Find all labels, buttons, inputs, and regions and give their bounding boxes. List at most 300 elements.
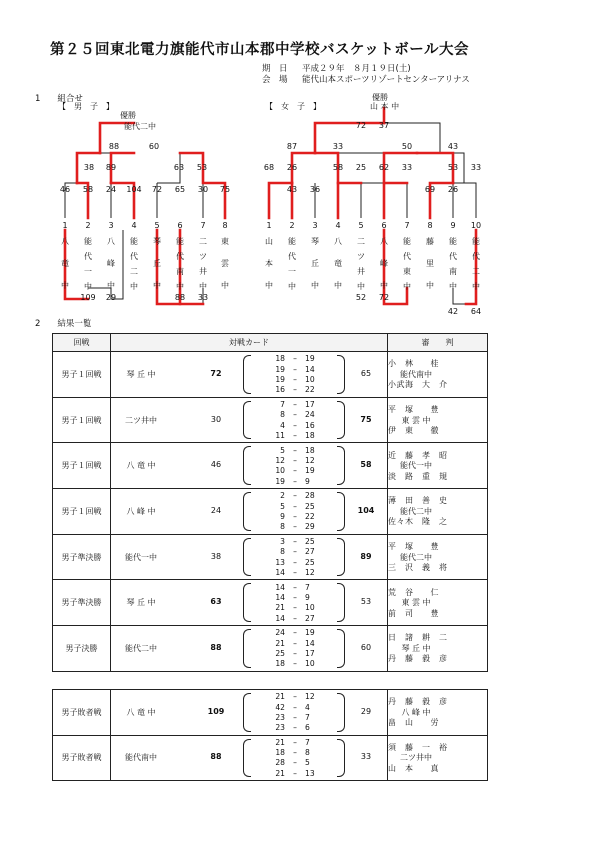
quarter-score-2: 25	[305, 557, 315, 567]
header-referee: 審 判	[388, 334, 488, 352]
quarter-score-1: 14	[275, 593, 285, 603]
quarter-score-1: 5	[280, 501, 285, 511]
girls-r1-score: 36	[309, 185, 321, 194]
team1-name: 琴 丘 中	[126, 369, 156, 379]
dash: –	[293, 364, 297, 374]
quarter-score-2: 16	[305, 420, 315, 430]
team2-score: 104	[357, 505, 375, 515]
team1-name: 八 竜 中	[126, 707, 156, 717]
round-cell: 男子１回戦	[53, 352, 111, 398]
quarter-score-2: 22	[305, 385, 315, 395]
team1-score: 38	[210, 551, 222, 561]
parenthesis-bracket	[337, 401, 345, 440]
quarter-score-2: 8	[305, 748, 310, 758]
girls-final-score: 37	[378, 121, 390, 130]
quarter-score-2: 24	[305, 410, 315, 420]
girls-team-number: 3	[312, 221, 318, 230]
team1-name: 能代二中	[125, 643, 157, 653]
girls-semi-score: 33	[332, 142, 344, 151]
team2-name: 能代一中	[400, 461, 432, 471]
quarter-score-2: 14	[305, 638, 315, 648]
quarter-score-1: 10	[275, 466, 285, 476]
team-name-char: 中	[288, 282, 296, 291]
round-cell: 男子準決勝	[53, 580, 111, 626]
quarter-score-row	[253, 354, 338, 364]
parenthesis-bracket	[243, 629, 251, 668]
quarter-score-row	[253, 583, 338, 593]
quarter-score-2: 10	[305, 603, 315, 613]
quarter-score-row	[253, 593, 338, 603]
team2-score: 53	[360, 597, 372, 607]
team2-score: 60	[360, 642, 372, 652]
boys-team-number: 7	[200, 221, 206, 230]
quarter-score-1: 12	[275, 456, 285, 466]
quarter-score-row	[253, 491, 338, 501]
boys-r1-score: 30	[197, 185, 209, 194]
team2-name: 能代二中	[400, 552, 432, 562]
girls-qf-score: 33	[401, 163, 413, 172]
team-name-char: 中	[84, 282, 92, 291]
referee-name: 佐々木 隆 之	[388, 517, 448, 527]
quarter-score-2: 9	[305, 476, 310, 486]
quarter-score-row	[253, 537, 338, 547]
header-card: 対戦カード	[111, 334, 388, 352]
quarter-score-row	[253, 385, 338, 395]
quarter-score-row	[253, 614, 338, 624]
girls-qf-score: 33	[470, 163, 482, 172]
parenthesis-bracket	[337, 693, 345, 732]
dash: –	[293, 613, 297, 623]
quarter-score-row	[253, 692, 338, 702]
team-name-char: 代	[176, 252, 184, 261]
team-name-char: 二	[472, 267, 480, 276]
team1-name: 琴 丘 中	[126, 598, 156, 608]
boys-team-name	[173, 236, 187, 296]
quarter-score-2: 14	[305, 364, 315, 374]
quarter-scores	[253, 738, 338, 779]
quarter-score-2: 10	[305, 659, 315, 669]
quarter-score-2: 6	[305, 723, 310, 733]
team-name-char: 代	[288, 252, 296, 261]
parenthesis-bracket	[337, 538, 345, 577]
girls-cons-score: 64	[470, 307, 482, 316]
team-name-char: 代	[403, 252, 411, 261]
quarter-score-row	[253, 748, 338, 758]
quarter-score-row	[253, 365, 338, 375]
quarter-score-row	[253, 568, 338, 578]
quarter-score-1: 14	[275, 582, 285, 592]
team-name-char: 井	[357, 267, 365, 276]
quarter-score-2: 28	[305, 491, 315, 501]
quarter-score-1: 13	[275, 557, 285, 567]
team1-name: 八 峰 中	[126, 506, 156, 516]
round-cell: 男子１回戦	[53, 489, 111, 535]
quarter-score-1: 28	[275, 758, 285, 768]
quarter-score-row	[253, 713, 338, 723]
quarter-score-2: 10	[305, 374, 315, 384]
quarter-score-row	[253, 410, 338, 420]
quarter-score-row	[253, 431, 338, 441]
girls-champion: 山 本 中	[370, 102, 400, 111]
team-name-char: 井	[199, 267, 207, 276]
quarter-score-row	[253, 456, 338, 466]
boys-cons-score: 33	[197, 293, 209, 302]
team2-name: 琴 丘 中	[401, 643, 431, 653]
dash: –	[293, 410, 297, 420]
team-name-char: 代	[472, 252, 480, 261]
girls-team-number: 9	[450, 221, 456, 230]
boys-team-name	[81, 236, 95, 296]
quarter-score-row	[253, 466, 338, 476]
quarter-score-2: 7	[305, 737, 310, 747]
parenthesis-bracket	[243, 538, 251, 577]
result-row	[53, 735, 488, 781]
referee-name: 平 塚 豊	[388, 405, 439, 415]
girls-team-number: 6	[381, 221, 387, 230]
girls-team-name	[354, 236, 368, 296]
team-name-char: 丘	[311, 259, 319, 268]
dash: –	[293, 748, 297, 758]
quarter-score-row	[253, 547, 338, 557]
quarter-score-2: 17	[305, 400, 315, 410]
boys-r1-score: 58	[82, 185, 94, 194]
result-row	[53, 626, 488, 672]
team-name-char: 里	[426, 259, 434, 268]
team2-score: 89	[360, 551, 372, 561]
girls-qf-score: 68	[263, 163, 275, 172]
boys-label: 【 男 子 】	[58, 102, 114, 111]
parenthesis-bracket	[337, 446, 345, 485]
parenthesis-bracket	[243, 492, 251, 531]
quarter-score-2: 12	[305, 692, 315, 702]
team-name-char: 能	[288, 237, 296, 246]
quarter-score-1: 8	[280, 522, 285, 532]
boys-semi-score: 38	[83, 163, 95, 172]
boys-team-name	[127, 236, 141, 296]
dash: –	[293, 385, 297, 395]
team1-score: 109	[207, 706, 225, 716]
team1-name: 八 竜 中	[126, 461, 156, 471]
team-name-char: 琴	[311, 237, 319, 246]
team-name-char: ツ	[199, 252, 207, 261]
team-name-char: 八	[61, 237, 69, 246]
referee-name: 小武海 大 介	[388, 380, 448, 390]
team-name-char: 中	[403, 282, 411, 291]
boys-cons-score: 109	[80, 293, 96, 302]
quarter-score-1: 42	[275, 702, 285, 712]
quarter-score-1: 3	[280, 537, 285, 547]
quarter-score-row	[253, 703, 338, 713]
girls-cons-score: 42	[447, 307, 459, 316]
result-row	[53, 489, 488, 535]
quarter-score-1: 19	[275, 476, 285, 486]
boys-r1-score: 75	[219, 185, 231, 194]
dash: –	[293, 692, 297, 702]
team1-score: 88	[210, 752, 222, 762]
dash: –	[293, 557, 297, 567]
team-name-char: 二	[199, 237, 207, 246]
quarter-score-2: 17	[305, 649, 315, 659]
girls-semi-score: 43	[447, 142, 459, 151]
quarter-score-row	[253, 639, 338, 649]
quarter-score-2: 19	[305, 628, 315, 638]
girls-team-number: 10	[470, 221, 482, 230]
date-label: 期 日	[262, 64, 288, 74]
quarter-score-row	[253, 446, 338, 456]
quarter-score-1: 18	[275, 748, 285, 758]
results-table	[52, 333, 488, 672]
quarter-scores	[253, 400, 338, 441]
team-name-char: 中	[130, 282, 138, 291]
quarter-score-2: 12	[305, 456, 315, 466]
girls-semi-score: 50	[401, 142, 413, 151]
girls-r1-score: 69	[424, 185, 436, 194]
boys-semi-score: 53	[196, 163, 208, 172]
parenthesis-bracket	[243, 401, 251, 440]
quarter-scores	[253, 692, 338, 733]
dash: –	[293, 420, 297, 430]
boys-r1-score: 104	[126, 185, 142, 194]
boys-team-name	[196, 236, 210, 296]
quarter-score-2: 13	[305, 768, 315, 778]
girls-team-number: 7	[404, 221, 410, 230]
parenthesis-bracket	[243, 693, 251, 732]
team-name-char: 中	[472, 282, 480, 291]
dash: –	[293, 582, 297, 592]
result-row	[53, 580, 488, 626]
team-name-char: 東	[221, 237, 229, 246]
quarter-score-row	[253, 558, 338, 568]
boys-r1-score: 72	[151, 185, 163, 194]
team-name-char: 二	[357, 237, 365, 246]
dash: –	[293, 723, 297, 733]
parenthesis-bracket	[337, 355, 345, 394]
section-bracket-heading: 1 組合せ	[35, 94, 83, 104]
quarter-score-2: 5	[305, 758, 310, 768]
girls-cons-score: 52	[355, 293, 367, 302]
team-name-char: 代	[449, 252, 457, 261]
team2-name: 八 峰 中	[401, 707, 431, 717]
girls-final-score: 72	[355, 121, 367, 130]
team2-name: 能代南中	[400, 369, 432, 379]
quarter-score-1: 2	[280, 491, 285, 501]
quarter-score-1: 19	[275, 374, 285, 384]
referee-name: 小 林 桂	[388, 359, 439, 369]
round-cell: 男子１回戦	[53, 443, 111, 489]
team2-score: 29	[360, 706, 372, 716]
quarter-score-1: 14	[275, 613, 285, 623]
team-name-char: 中	[199, 282, 207, 291]
team-name-char: 中	[153, 281, 161, 290]
result-row	[53, 534, 488, 580]
quarter-score-1: 21	[275, 737, 285, 747]
team1-name: 能代南中	[125, 753, 157, 763]
dash: –	[293, 374, 297, 384]
team-name-char: 東	[403, 267, 411, 276]
quarter-score-2: 12	[305, 567, 315, 577]
girls-qf-score: 62	[378, 163, 390, 172]
team1-score: 72	[210, 368, 222, 378]
team2-score: 33	[360, 752, 372, 762]
team-name-char: 八	[380, 237, 388, 246]
quarter-score-row	[253, 738, 338, 748]
quarter-score-2: 7	[305, 582, 310, 592]
quarter-score-1: 24	[275, 628, 285, 638]
boys-team-number: 2	[85, 221, 91, 230]
result-row	[53, 352, 488, 398]
parenthesis-bracket	[243, 739, 251, 778]
boys-champion: 能代二中	[124, 122, 156, 131]
quarter-score-2: 27	[305, 613, 315, 623]
team2-score: 65	[360, 368, 372, 378]
venue-label: 会 場	[262, 75, 288, 85]
girls-semi-score: 87	[286, 142, 298, 151]
girls-qf-score: 26	[286, 163, 298, 172]
team1-name: 能代一中	[125, 552, 157, 562]
dash: –	[293, 491, 297, 501]
boys-team-name	[58, 236, 72, 302]
parenthesis-bracket	[243, 583, 251, 622]
dash: –	[293, 537, 297, 547]
quarter-score-2: 18	[305, 445, 315, 455]
boys-team-number: 4	[131, 221, 137, 230]
round-cell: 男子敗者戦	[53, 690, 111, 736]
referee-name: 丹 藤 毅 彦	[388, 697, 448, 707]
referee-name: 淡 路 重 規	[388, 471, 448, 481]
team-name-char: 中	[265, 281, 273, 290]
round-cell: 男子１回戦	[53, 397, 111, 443]
quarter-score-row	[253, 477, 338, 487]
team-name-char: 能	[176, 237, 184, 246]
quarter-score-row	[253, 659, 338, 669]
dash: –	[293, 603, 297, 613]
referee-name: 山 本 真	[388, 763, 439, 773]
quarter-score-2: 4	[305, 702, 310, 712]
quarter-score-2: 22	[305, 512, 315, 521]
team-name-char: 能	[449, 237, 457, 246]
quarter-score-2: 9	[305, 593, 310, 603]
girls-team-name	[423, 236, 437, 302]
team-name-char: 竜	[61, 259, 69, 268]
girls-champion-label: 優勝	[372, 93, 388, 102]
team-name-char: 八	[107, 237, 115, 246]
quarter-score-2: 19	[305, 466, 315, 476]
girls-team-name	[308, 236, 322, 302]
boys-cons-score: 88	[174, 293, 186, 302]
quarter-score-2: 25	[305, 501, 315, 511]
round-cell: 男子敗者戦	[53, 735, 111, 781]
team-name-char: 雲	[221, 259, 229, 268]
team-name-char: 中	[311, 281, 319, 290]
boys-semi-score: 89	[105, 163, 117, 172]
referee-name: 前 司 豊	[388, 608, 439, 618]
team-name-char: 中	[449, 282, 457, 291]
boys-r1-score: 65	[174, 185, 186, 194]
dash: –	[293, 476, 297, 486]
quarter-score-1: 8	[280, 410, 285, 420]
boys-team-number: 1	[62, 221, 68, 230]
team-name-char: ツ	[357, 252, 365, 261]
team-name-char: 能	[130, 237, 138, 246]
dash: –	[293, 628, 297, 638]
dash: –	[293, 430, 297, 440]
team2-score: 75	[360, 414, 372, 424]
team-name-char: 中	[61, 281, 69, 290]
result-row	[53, 397, 488, 443]
team2-name: 東 雲 中	[401, 415, 431, 425]
girls-r1-score: 43	[286, 185, 298, 194]
girls-team-name	[285, 236, 299, 296]
referee-name: 須 藤 一 裕	[388, 742, 448, 752]
quarter-score-1: 18	[275, 354, 285, 364]
team-name-char: 一	[288, 267, 296, 276]
dash: –	[293, 512, 297, 521]
dash: –	[293, 466, 297, 476]
girls-qf-score: 53	[447, 163, 459, 172]
boys-semi-score: 63	[173, 163, 185, 172]
dash: –	[293, 758, 297, 768]
referee-name: 近 藤 孝 昭	[388, 450, 448, 460]
girls-team-name	[446, 236, 460, 296]
team2-score: 58	[360, 460, 372, 470]
result-row	[53, 443, 488, 489]
quarter-score-2: 29	[305, 522, 315, 532]
quarter-score-row	[253, 512, 338, 522]
team-name-char: 中	[426, 281, 434, 290]
team1-score: 30	[210, 414, 222, 424]
boys-r1-score: 24	[105, 185, 117, 194]
boys-final-score: 88	[108, 142, 120, 151]
referee-name: 荒 谷 仁	[388, 587, 439, 597]
girls-cons-score: 72	[378, 293, 390, 302]
dash: –	[293, 547, 297, 557]
page-title: 第２５回東北電力旗能代市山本郡中学校バスケットボール大会	[50, 42, 469, 58]
quarter-score-row	[253, 421, 338, 431]
team2-name: 能代二中	[400, 506, 432, 516]
parenthesis-bracket	[243, 355, 251, 394]
girls-qf-score: 58	[332, 163, 344, 172]
quarter-score-row	[253, 628, 338, 638]
dash: –	[293, 445, 297, 455]
parenthesis-bracket	[337, 583, 345, 622]
girls-team-number: 2	[289, 221, 295, 230]
consolation-results-table	[52, 689, 488, 781]
team-name-char: 琴	[153, 237, 161, 246]
team-name-char: 中	[380, 281, 388, 290]
quarter-score-2: 25	[305, 537, 315, 547]
quarter-score-1: 8	[280, 547, 285, 557]
quarter-score-2: 7	[305, 712, 310, 722]
quarter-scores	[253, 628, 338, 669]
team-name-char: 中	[221, 281, 229, 290]
quarter-score-1: 4	[280, 420, 285, 430]
quarter-score-1: 9	[280, 512, 285, 521]
referee-name: 日 諸 耕 二	[388, 633, 448, 643]
boys-final-score: 60	[148, 142, 160, 151]
quarter-score-1: 21	[275, 603, 285, 613]
boys-champion-label: 優勝	[120, 111, 136, 120]
team1-name: 二ツ井中	[125, 415, 157, 425]
team-name-char: 本	[265, 259, 273, 268]
team-name-char: 峰	[380, 259, 388, 268]
date-value: 平成２９年 ８月１９日(土)	[302, 64, 411, 74]
quarter-score-row	[253, 522, 338, 532]
girls-r1-score: 26	[447, 185, 459, 194]
dash: –	[293, 737, 297, 747]
team-name-char: 能	[472, 237, 480, 246]
team1-score: 88	[210, 642, 222, 652]
quarter-score-2: 19	[305, 354, 315, 364]
